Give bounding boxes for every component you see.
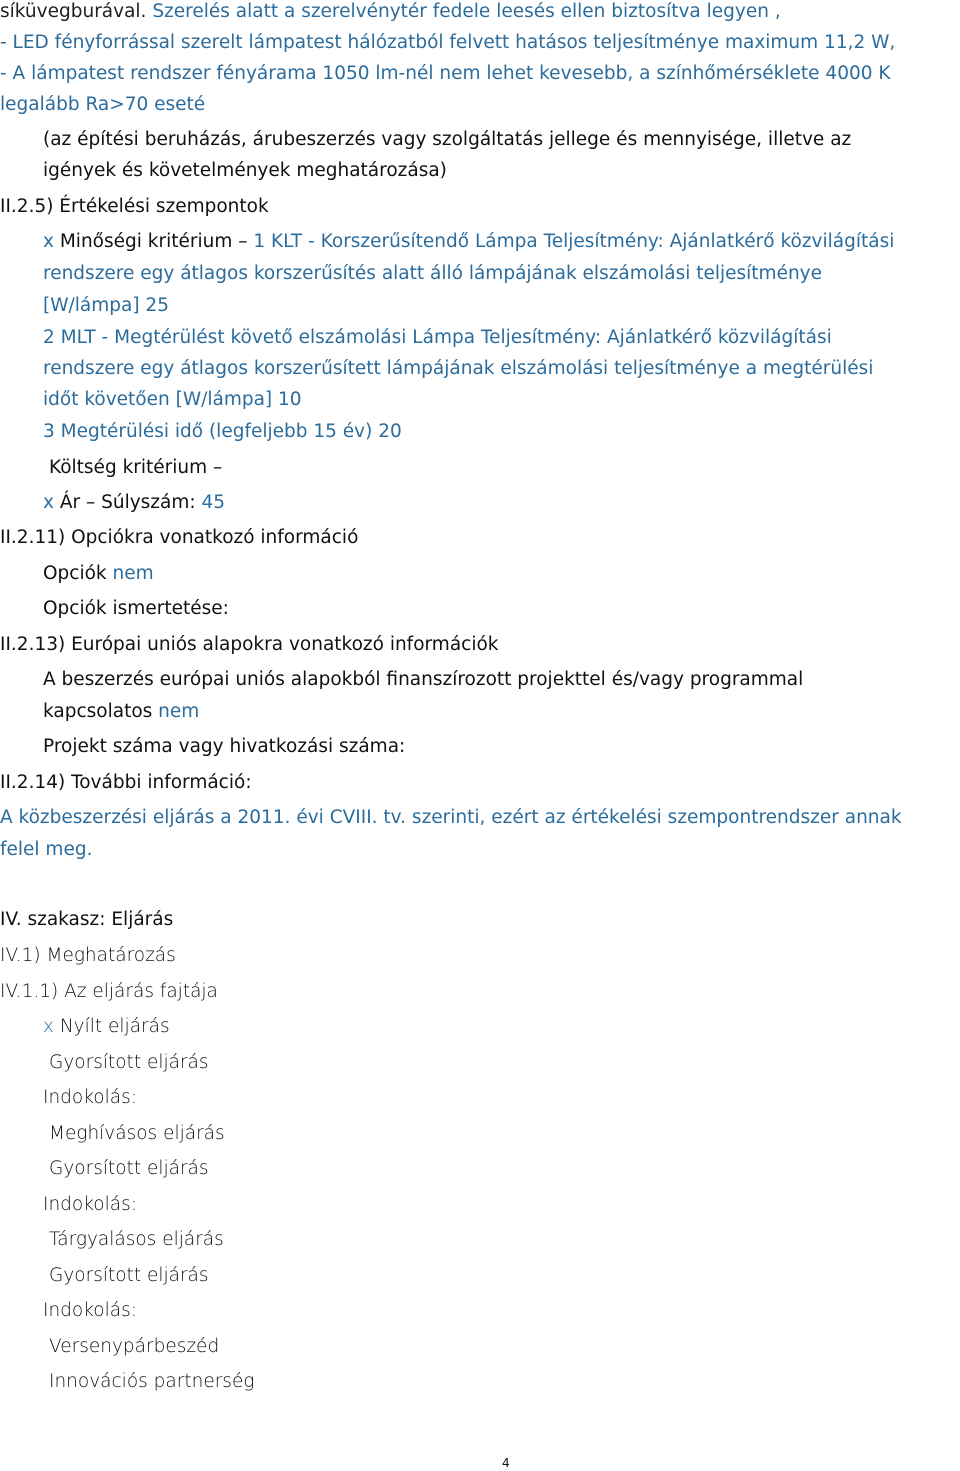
justification-3: Indokolás: [43, 1300, 137, 1321]
desc-line-1-a: síküvegburával. [0, 1, 147, 22]
note-line-2: igények és követelmények meghatározása) [43, 160, 447, 181]
page-number: 4 [502, 1456, 510, 1470]
accelerated-procedure-1: Gyorsított eljárás [49, 1052, 209, 1073]
criterion-3: 3 Megtérülési idő (legfeljebb 15 év) 20 [43, 421, 402, 442]
checkbox-mark: x [43, 1016, 54, 1037]
open-procedure-label: Nyílt eljárás [53, 1016, 170, 1037]
section-heading-ii214: II.2.14) További információ: [0, 772, 252, 793]
price-weight-value: 45 [201, 492, 226, 513]
quality-criterion-label: Minőségi kritérium – [59, 231, 248, 252]
criterion-1-line-2: rendszere egy átlagos korszerűsítés alatt álló lámpájának elszámolási teljesítménye [43, 263, 823, 284]
innovation-partnership: Innovációs partnerség [49, 1371, 255, 1392]
additional-info-line-1: A közbeszerzési eljárás a 2011. évi CVIII. tv. szerinti, ezért az értékelési szempontrendszer annak [0, 807, 902, 828]
price-label: Ár – Súlyszám: [53, 492, 202, 513]
negotiated-procedure: Tárgyalásos eljárás [49, 1229, 224, 1250]
eu-funds-line-1: A beszerzés európai uniós alapokból finanszírozott projekttel és/vagy programmal [43, 669, 804, 690]
project-number-label: Projekt száma vagy hivatkozási száma: [43, 736, 406, 757]
criterion-2-line-2: rendszere egy átlagos korszerűsített lámpájának elszámolási teljesítménye a megtérülési [43, 358, 874, 379]
section-heading-ii25: II.2.5) Értékelési szempontok [0, 196, 269, 217]
desc-line-4: legalább Ra>70 eseté [0, 94, 206, 115]
criterion-1-line-1: 1 KLT - Korszerűsítendő Lámpa Teljesítmény: Ajánlatkérő közvilágítási [247, 231, 895, 252]
eu-funds-label: kapcsolatos [43, 701, 159, 722]
desc-line-1-b: Szerelés alatt a szerelvénytér fedele leesés ellen biztosítva legyen , [146, 1, 781, 22]
note-line-1: (az építési beruházás, árubeszerzés vagy szolgáltatás jellege és mennyisége, illetve az [43, 129, 852, 150]
open-procedure-line [43, 1015, 170, 1039]
quality-criterion-line [43, 230, 894, 254]
criterion-1-line-3: [W/lámpa] 25 [43, 295, 169, 316]
checkbox-mark: x [43, 492, 54, 513]
options-value: nem [112, 563, 154, 584]
accelerated-procedure-2: Gyorsított eljárás [49, 1158, 209, 1179]
eu-funds-value: nem [158, 701, 200, 722]
price-line [43, 491, 225, 515]
competitive-dialogue: Versenypárbeszéd [49, 1336, 220, 1357]
desc-line-2: - LED fényforrással szerelt lámpatest hálózatból felvett hatásos teljesítménye maximum 11,2 W, [0, 32, 896, 53]
justification-1: Indokolás: [43, 1087, 137, 1108]
desc-line-3: - A lámpatest rendszer fényárama 1050 lm-nél nem lehet kevesebb, a színhőmérséklete 4000 K [0, 63, 891, 84]
eu-funds-line-2 [43, 700, 199, 724]
section-heading-ii211: II.2.11) Opciókra vonatkozó információ [0, 527, 359, 548]
justification-2: Indokolás: [43, 1194, 137, 1215]
section-heading-iv11: IV.1.1) Az eljárás fajtája [0, 981, 218, 1002]
desc-line-1 [0, 0, 781, 24]
criterion-2-line-3: időt követően [W/lámpa] 10 [43, 389, 302, 410]
restricted-procedure: Meghívásos eljárás [49, 1123, 225, 1144]
criterion-2-line-1: 2 MLT - Megtérülést követő elszámolási Lámpa Teljesítmény: Ajánlatkérő közvilágítási [43, 327, 832, 348]
checkbox-mark: x [43, 231, 54, 252]
accelerated-procedure-3: Gyorsított eljárás [49, 1265, 209, 1286]
section-heading-ii213: II.2.13) Európai uniós alapokra vonatkozó információk [0, 634, 499, 655]
section-heading-iv1: IV.1) Meghatározás [0, 945, 176, 966]
cost-criterion-label: Költség kritérium – [49, 457, 223, 478]
options-label: Opciók [43, 563, 113, 584]
options-line [43, 562, 154, 586]
additional-info-line-2: felel meg. [0, 839, 93, 860]
options-description-label: Opciók ismertetése: [43, 598, 229, 619]
section-heading-iv: IV. szakasz: Eljárás [0, 909, 174, 930]
